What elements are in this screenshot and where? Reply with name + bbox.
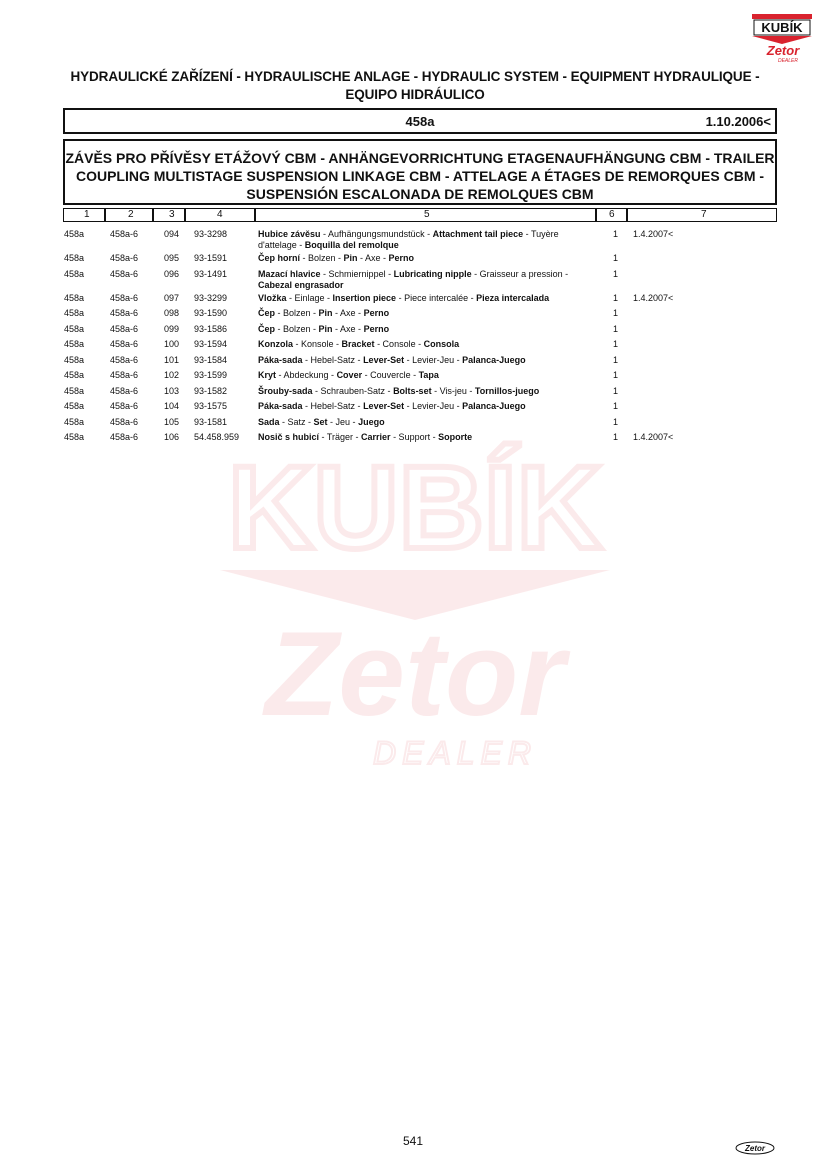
description-part: Soporte [438,432,473,442]
row-image-ref: 458a-6 [110,432,139,442]
description-part: - Bolzen - [300,253,344,263]
row-position: 096 [164,268,180,279]
row-quantity: 1 [613,229,619,239]
description-part: Sada [258,416,280,427]
row-group-code: 458a [64,432,85,442]
table-row [64,253,784,269]
watermark-line1: KUBÍK [228,442,602,574]
column-header [63,208,777,222]
row-image-ref: 458a-6 [110,268,139,279]
description-part: - Couvercle - [362,370,419,380]
row-description [258,386,588,397]
description-part: - Tuyère d'attelage - [258,229,559,250]
row-part-number: 93-1581 [194,416,228,427]
row-image-ref: 458a-6 [110,354,139,365]
description-part: Mazací hlavice [258,268,321,279]
column-separator [104,209,106,221]
column-header-6: 6 [609,209,615,220]
row-part-number: 54.458.959 [194,432,240,442]
row-description [258,355,588,366]
description-part: - Konsole - [293,339,342,349]
row-part-number: 93-3298 [194,229,228,239]
column-separator [595,209,597,221]
row-quantity: 1 [613,339,619,349]
description-part: - Vis-jeu - [431,385,475,396]
row-description [258,432,588,443]
row-description [258,269,588,291]
description-part: Pin [343,253,358,263]
description-part: Tapa [418,370,439,380]
row-quantity: 1 [613,253,619,263]
row-description [258,293,588,304]
group-code: 458a [405,114,435,129]
section-title-line2: COUPLING MULTISTAGE SUSPENSION LINKAGE CBM - ATTELAGE A ÉTAGES DE REMORQUES CBM - [75,168,765,184]
column-header-1: 1 [84,209,90,220]
header-title-line2: EQUIPO HIDRÁULICO [345,87,485,102]
watermark-line2: Zetor [265,607,565,741]
row-quantity: 1 [613,323,619,334]
description-part: Bracket [341,339,375,349]
kubik-zetor-watermark [180,430,650,770]
row-part-number: 93-1575 [194,401,228,411]
description-part: - Jeu - [327,416,359,427]
row-description [258,339,588,350]
description-part: - Bolzen - [275,308,319,318]
row-valid-from: 1.4.2007< [633,229,674,239]
description-part: Perno [363,308,390,318]
section-title-box [63,139,777,205]
description-part: Čep [258,308,276,318]
row-part-number: 93-1582 [194,385,228,396]
row-quantity: 1 [613,308,619,318]
row-position: 106 [164,432,180,442]
description-part: Attachment tail piece [432,229,524,239]
row-group-code: 458a [64,292,85,303]
row-image-ref: 458a-6 [110,253,139,263]
row-description [258,229,588,251]
description-part: - Levier-Jeu - [404,354,463,365]
description-part: - Satz - [279,416,314,427]
description-part: Páka-sada [258,354,303,365]
description-part: - Einlage - [286,292,333,303]
row-image-ref: 458a-6 [110,229,139,239]
row-description [258,308,588,319]
description-part: Insertion piece [332,292,397,303]
description-part: - Graisseur a pression - [471,268,569,279]
table-row [64,339,784,355]
table-row [64,293,784,309]
description-part: - Hebel-Satz - [302,354,364,365]
description-part: Perno [388,253,415,263]
row-quantity: 1 [613,401,619,411]
row-part-number: 93-1491 [194,268,228,279]
section-title-line1: ZÁVĚS PRO PŘÍVĚSY ETÁŽOVÝ CBM - ANHÄNGEVORRICHTUNG ETAGENAUFHÄNGUNG CBM - TRAILER [65,150,775,166]
group-code-box [63,108,777,134]
table-row [64,417,784,433]
row-quantity: 1 [613,292,619,303]
description-part: Cover [336,370,363,380]
description-part: Vložka [258,292,287,303]
table-row [64,401,784,417]
row-position: 102 [164,370,180,380]
row-image-ref: 458a-6 [110,416,139,427]
column-separator [254,209,256,221]
table-row [64,386,784,402]
row-quantity: 1 [613,370,619,380]
description-part: Set [313,416,328,427]
row-group-code: 458a [64,339,85,349]
row-group-code: 458a [64,229,85,239]
row-quantity: 1 [613,432,619,442]
table-row [64,432,784,448]
description-part: Čep [258,323,276,334]
column-separator [184,209,186,221]
description-part: Boquilla del remolque [304,240,399,250]
description-part: - Abdeckung - [276,370,337,380]
row-part-number: 93-1584 [194,354,228,365]
description-part: Consola [423,339,460,349]
table-row [64,308,784,324]
description-part: Hubice závěsu [258,229,321,239]
row-part-number: 93-1590 [194,308,228,318]
row-description [258,253,588,264]
row-image-ref: 458a-6 [110,385,139,396]
row-group-code: 458a [64,370,85,380]
row-description [258,401,588,412]
parts-list [64,229,784,448]
kubik-zetor-logo [752,14,812,64]
row-position: 098 [164,308,180,318]
column-separator [626,209,628,221]
description-part: - Axe - [332,308,364,318]
row-position: 097 [164,292,180,303]
column-header-7: 7 [701,209,707,220]
table-row [64,269,784,293]
row-group-code: 458a [64,354,85,365]
row-valid-from: 1.4.2007< [633,292,674,303]
row-image-ref: 458a-6 [110,323,139,334]
description-part: - Träger - [319,432,362,442]
description-part: - Schmiernippel - [320,268,394,279]
description-part: Nosič s hubicí [258,432,320,442]
row-description [258,370,588,381]
logo-text-top: KUBÍK [761,20,803,35]
row-group-code: 458a [64,308,85,318]
row-image-ref: 458a-6 [110,308,139,318]
table-row [64,370,784,386]
row-position: 101 [164,354,180,365]
description-part: Perno [363,323,390,334]
description-part: - Axe - [332,323,364,334]
description-part: Konzola [258,339,293,349]
row-group-code: 458a [64,323,85,334]
row-image-ref: 458a-6 [110,370,139,380]
section-title-line3: SUSPENSIÓN ESCALONADA DE REMOLQUES CBM [246,186,594,202]
column-header-4: 4 [217,209,223,220]
row-group-code: 458a [64,401,85,411]
description-part: Cabezal engrasador [258,279,344,290]
column-separator [152,209,154,221]
description-part: Palanca-Juego [462,401,526,411]
row-position: 095 [164,253,180,263]
column-header-3: 3 [169,209,175,220]
table-row [64,355,784,371]
page-number: 541 [402,1134,424,1148]
row-description [258,417,588,428]
row-group-code: 458a [64,268,85,279]
description-part: - Axe - [357,253,389,263]
description-part: - Support - [390,432,439,442]
row-part-number: 93-1591 [194,253,228,263]
row-group-code: 458a [64,253,85,263]
document-header [40,68,790,104]
row-group-code: 458a [64,416,85,427]
row-quantity: 1 [613,354,619,365]
description-part: - Bolzen - [275,323,319,334]
description-part: Kryt [258,370,277,380]
group-date: 1.10.2006< [705,114,771,129]
row-image-ref: 458a-6 [110,401,139,411]
row-position: 099 [164,323,180,334]
logo-text-mid: Zetor [766,43,800,58]
row-position: 105 [164,416,180,427]
description-part: Pin [318,323,333,334]
row-description [258,324,588,335]
row-quantity: 1 [613,385,619,396]
description-part: - Piece intercalée - [396,292,477,303]
footer-logo-text: Zetor [745,1144,765,1153]
row-image-ref: 458a-6 [110,292,139,303]
row-group-code: 458a [64,385,85,396]
description-part: Lubricating nipple [393,268,472,279]
description-part: - Hebel-Satz - [302,401,364,411]
description-part: - Aufhängungsmundstück - [320,229,433,239]
row-position: 103 [164,385,180,396]
watermark-line3: DEALER [372,735,538,770]
header-title-line1: HYDRAULICKÉ ZAŘÍZENÍ - HYDRAULISCHE ANLAGE - HYDRAULIC SYSTEM - EQUIPMENT HYDRAULIQUE - [70,69,760,84]
row-image-ref: 458a-6 [110,339,139,349]
column-header-2: 2 [128,209,134,220]
description-part: Lever-Set [363,354,405,365]
description-part: - Console - [374,339,424,349]
description-part: Bolts-set [393,385,432,396]
description-part: Carrier [361,432,391,442]
logo-text-bottom: DEALER [777,58,799,64]
row-quantity: 1 [613,416,619,427]
description-part: Pieza intercalada [476,292,550,303]
row-position: 094 [164,229,180,239]
row-part-number: 93-3299 [194,292,228,303]
row-position: 100 [164,339,180,349]
table-row [64,324,784,340]
table-row [64,229,784,253]
row-part-number: 93-1594 [194,339,228,349]
zetor-footer-logo [735,1141,775,1155]
description-part: Šrouby-sada [258,385,313,396]
description-part: Tornillos-juego [474,385,540,396]
row-quantity: 1 [613,268,619,279]
description-part: Páka-sada [258,401,303,411]
description-part: Čep horní [258,253,300,263]
row-position: 104 [164,401,180,411]
column-header-5: 5 [424,209,430,220]
description-part: Lever-Set [363,401,405,411]
description-part: Pin [318,308,333,318]
description-part: Juego [358,416,385,427]
row-part-number: 93-1599 [194,370,228,380]
description-part: - Levier-Jeu - [404,401,463,411]
row-part-number: 93-1586 [194,323,228,334]
row-valid-from: 1.4.2007< [633,432,674,442]
description-part: Palanca-Juego [462,354,526,365]
description-part: - Schrauben-Satz - [312,385,394,396]
